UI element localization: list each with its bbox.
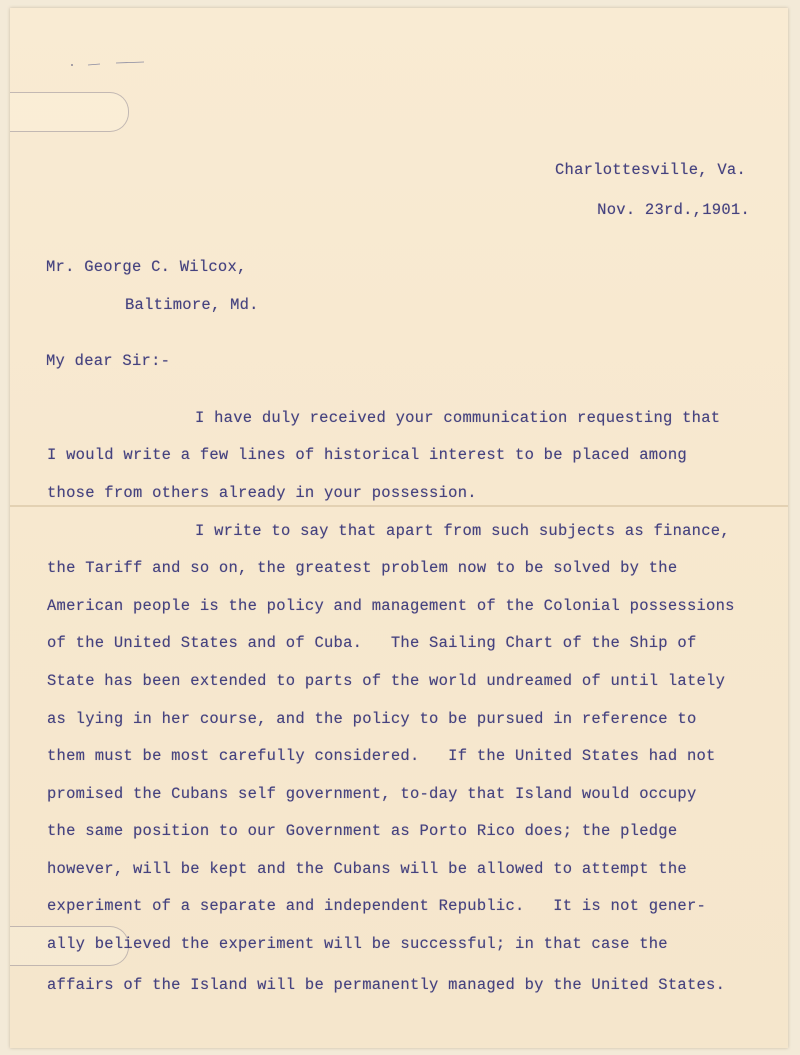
paper-fold-crease <box>10 505 788 507</box>
paper-clip-mark-top <box>10 92 129 132</box>
letter-place: Charlottesville, Va. <box>554 161 746 179</box>
recipient-name: Mr. George C. Wilcox, <box>46 258 247 276</box>
body-line: those from others already in your possession. <box>47 484 477 502</box>
body-line: State has been extended to parts of the world undreamed of until lately <box>47 672 726 690</box>
body-line: promised the Cubans self government, to-day that Island would occupy <box>47 785 697 803</box>
body-line: them must be most carefully considered. If the United States had not <box>47 747 716 765</box>
body-line: I have duly received your communication requesting that <box>195 409 721 427</box>
recipient-city: Baltimore, Md. <box>125 296 259 314</box>
body-line: I write to say that apart from such subjects as finance, <box>195 522 730 540</box>
salutation: My dear Sir:- <box>46 352 171 370</box>
letter-date: Nov. 23rd.,1901. <box>597 201 750 219</box>
body-line: American people is the policy and management of the Colonial possessions <box>47 597 735 615</box>
body-line: ally believed the experiment will be successful; in that case the <box>47 935 668 953</box>
body-line: the same position to our Government as Porto Rico does; the pledge <box>47 822 678 840</box>
body-line: however, will be kept and the Cubans will be allowed to attempt the <box>47 860 687 878</box>
body-line: experiment of a separate and independent Republic. It is not gener- <box>47 897 707 915</box>
paper-specks <box>68 60 148 70</box>
letter-page <box>10 8 788 1048</box>
body-line: the Tariff and so on, the greatest problem now to be solved by the <box>47 559 678 577</box>
body-line: affairs of the Island will be permanently managed by the United States. <box>47 976 726 994</box>
body-line: I would write a few lines of historical interest to be placed among <box>47 446 687 464</box>
body-line: of the United States and of Cuba. The Sailing Chart of the Ship of <box>47 634 697 652</box>
body-line: as lying in her course, and the policy to be pursued in reference to <box>47 710 697 728</box>
